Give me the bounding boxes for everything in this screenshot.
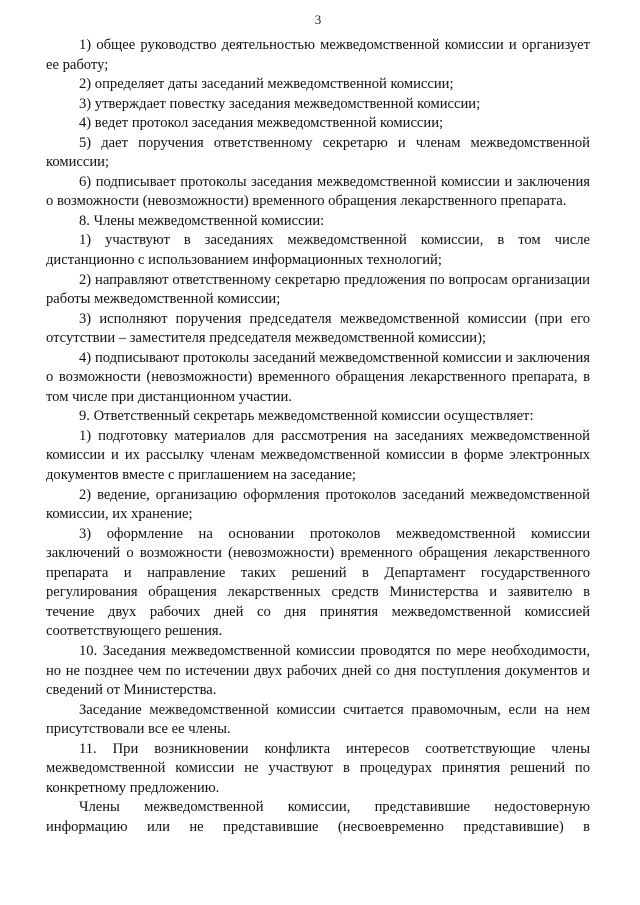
paragraph-chair-duty-5: 5) дает поручения ответственному секретарю и членам межведомственной комиссии; (46, 134, 590, 171)
paragraph-section-11: 11. При возникновении конфликта интересов соответствующие члены межведомственной комиссии не участвуют в процедурах принятия решений по конкретному предложению. (46, 740, 590, 796)
paragraph-chair-duty-6: 6) подписывает протоколы заседания межведомственной комиссии и заключения о возможности (невозможности) временного обращения лекарственного препарата. (46, 173, 590, 210)
paragraph-quorum: Заседание межведомственной комиссии считается правомочным, если на нем присутствовали все ее члены. (46, 701, 590, 738)
paragraph-secretary-duty-2: 2) ведение, организацию оформления протоколов заседаний межведомственной комиссии, их хранение; (46, 486, 590, 523)
paragraph-section-10: 10. Заседания межведомственной комиссии проводятся по мере необходимости, но не позднее чем по истечении двух рабочих дней со дня поступления документов и сведений от Министерства. (46, 642, 590, 699)
paragraph-chair-duty-4: 4) ведет протокол заседания межведомственной комиссии; (79, 115, 444, 132)
paragraph-secretary-duty-3: 3) оформление на основании протоколов межведомственной комиссии заключений о возможности (невозможности) временного обращения лекарственного препарата и направление таких решений в Департамент государственного регулирования обращения лекарственных средств Министерства и заявителю в течение двух рабочих дней со дня принятия межведомственной комиссией соответствующего решения. (46, 525, 590, 640)
paragraph-members-liability: Члены межведомственной комиссии, представившие недостоверную информацию или не представившие (несвоевременно представившие) в (46, 799, 590, 835)
paragraph-secretary-duty-1: 1) подготовку материалов для рассмотрения на заседаниях межведомственной комиссии и их рассылку членам межведомственной комиссии в форме электронных документов вместе с приглашением на заседание; (46, 427, 590, 484)
paragraph-member-duty-2: 2) направляют ответственному секретарю предложения по вопросам организации работы межведомственной комиссии; (46, 271, 590, 308)
document-body (46, 36, 590, 837)
paragraph-section-8-heading: 8. Члены межведомственной комиссии: (79, 212, 325, 229)
paragraph-member-duty-3: 3) исполняют поручения председателя межведомственной комиссии (при его отсутствии – заместителя председателя межведомственной комиссии); (46, 310, 590, 347)
paragraph-chair-duty-1: 1) общее руководство деятельностью межведомственной комиссии и организует ее работу; (46, 37, 590, 73)
paragraph-section-9-heading: 9. Ответственный секретарь межведомственной комиссии осуществляет: (79, 408, 534, 425)
paragraph-chair-duty-3: 3) утверждает повестку заседания межведомственной комиссии; (79, 95, 481, 112)
page-number: 3 (314, 12, 322, 27)
paragraph-member-duty-1: 1) участвуют в заседаниях межведомственной комиссии, в том числе дистанционно с использованием информационных технологий; (46, 232, 590, 269)
paragraph-member-duty-4: 4) подписывают протоколы заседаний межведомственной комиссии и заключения о возможности (невозможности) временного обращения лекарственного препарата, в том числе при дистанционном участии. (46, 349, 590, 405)
paragraph-chair-duty-2: 2) определяет даты заседаний межведомственной комиссии; (79, 76, 454, 93)
